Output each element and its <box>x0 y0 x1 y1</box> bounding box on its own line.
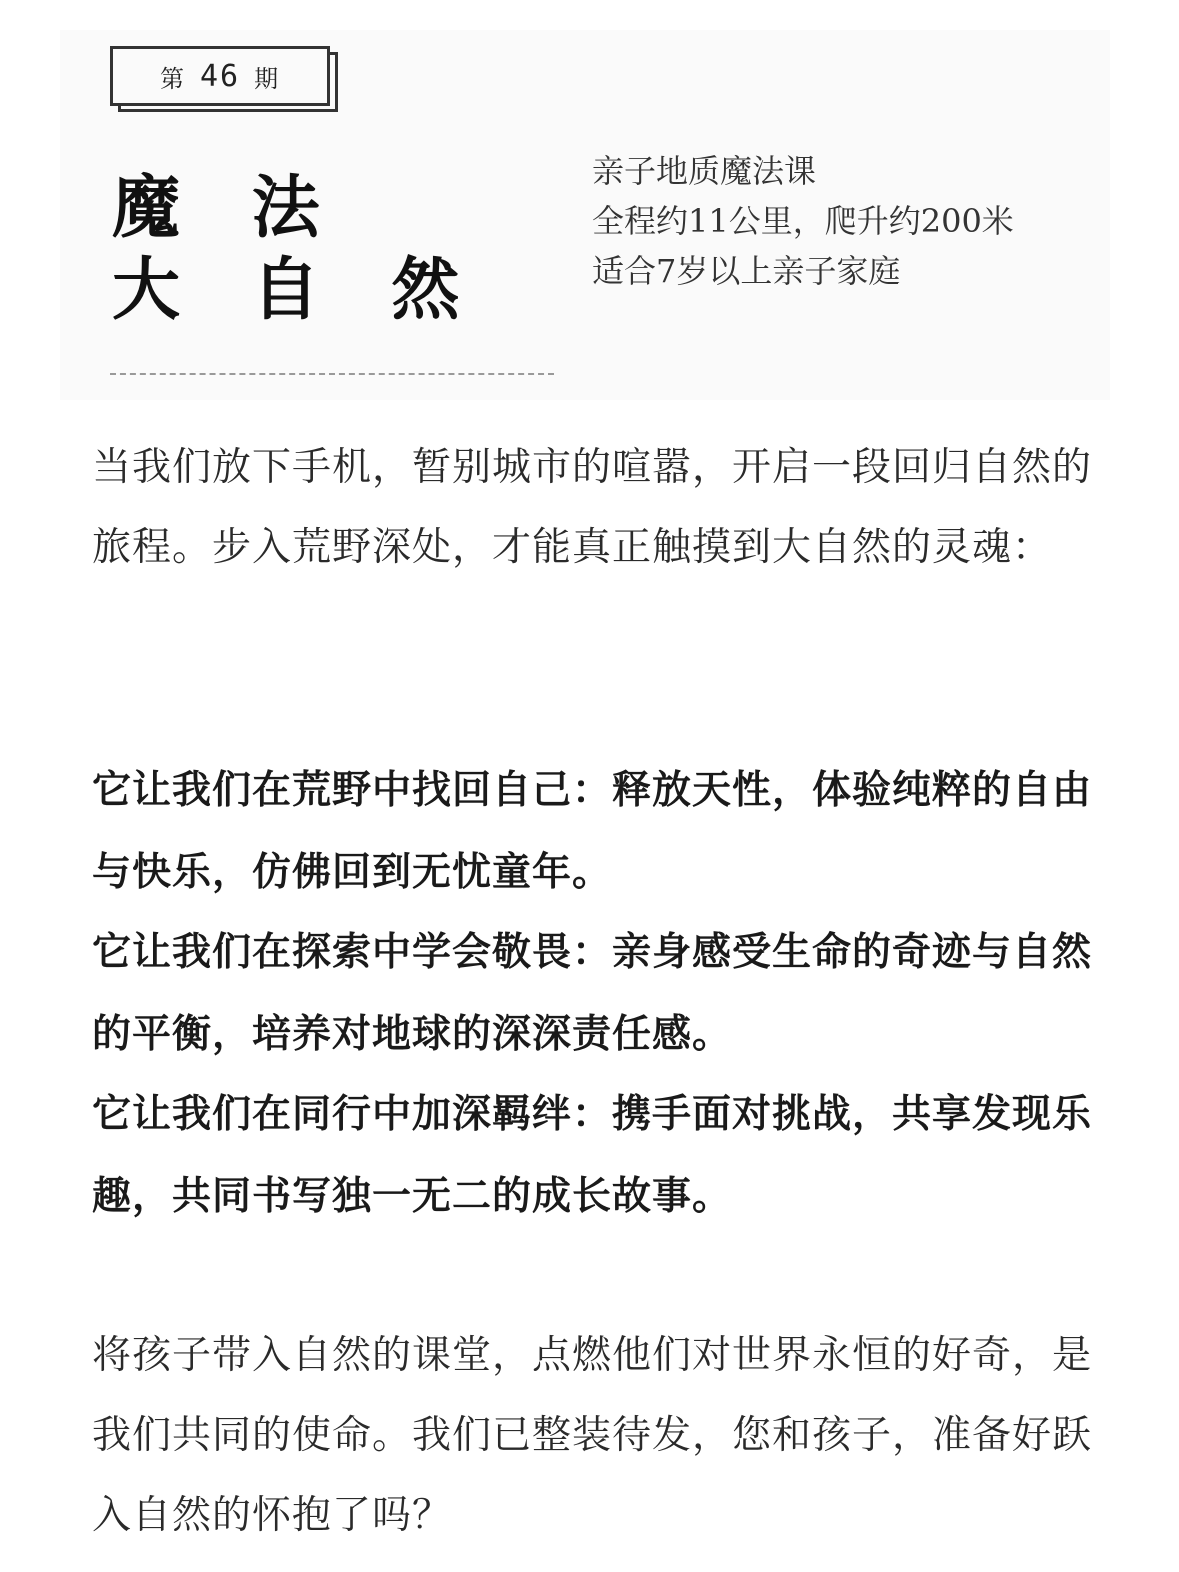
point-paragraph: 它让我们在荒野中找回自己：释放天性，体验纯粹的自由与快乐，仿佛回到无忧童年。 <box>92 768 1093 895</box>
issue-badge-front <box>110 46 330 106</box>
subtitle-line: 适合7岁以上亲子家庭 <box>592 252 901 290</box>
title-line-1: 魔 法 <box>112 169 344 248</box>
issue-suffix: 期 <box>254 64 281 93</box>
subtitle-line: 全程约11公里，爬升约200米 <box>592 202 1014 240</box>
subtitle-block <box>592 146 1014 296</box>
issue-badge <box>110 46 338 112</box>
point-paragraph: 它让我们在同行中加深羁绊：携手面对挑战，共享发现乐趣，共同书写独一无二的成长故事。 <box>92 1092 1093 1219</box>
page-title <box>112 168 483 332</box>
closing-paragraph: 将孩子带入自然的课堂，点燃他们对世界永恒的好奇，是我们共同的使命。我们已整装待发，您和孩子，准备好跃入自然的怀抱了吗？ <box>92 1333 1093 1538</box>
point-paragraph: 它让我们在探索中学会敬畏：亲身感受生命的奇迹与自然的平衡，培养对地球的深深责任感。 <box>92 930 1093 1057</box>
intro-paragraph: 当我们放下手机，暂别城市的喧嚣，开启一段回归自然的旅程。步入荒野深处，才能真正触摸到大自然的灵魂： <box>92 445 1093 570</box>
subtitle-line: 亲子地质魔法课 <box>592 152 817 190</box>
title-line-2: 大 自 然 <box>112 251 484 330</box>
issue-number: 46 <box>199 58 241 94</box>
issue-prefix: 第 <box>159 64 186 93</box>
dashed-divider <box>110 373 554 375</box>
